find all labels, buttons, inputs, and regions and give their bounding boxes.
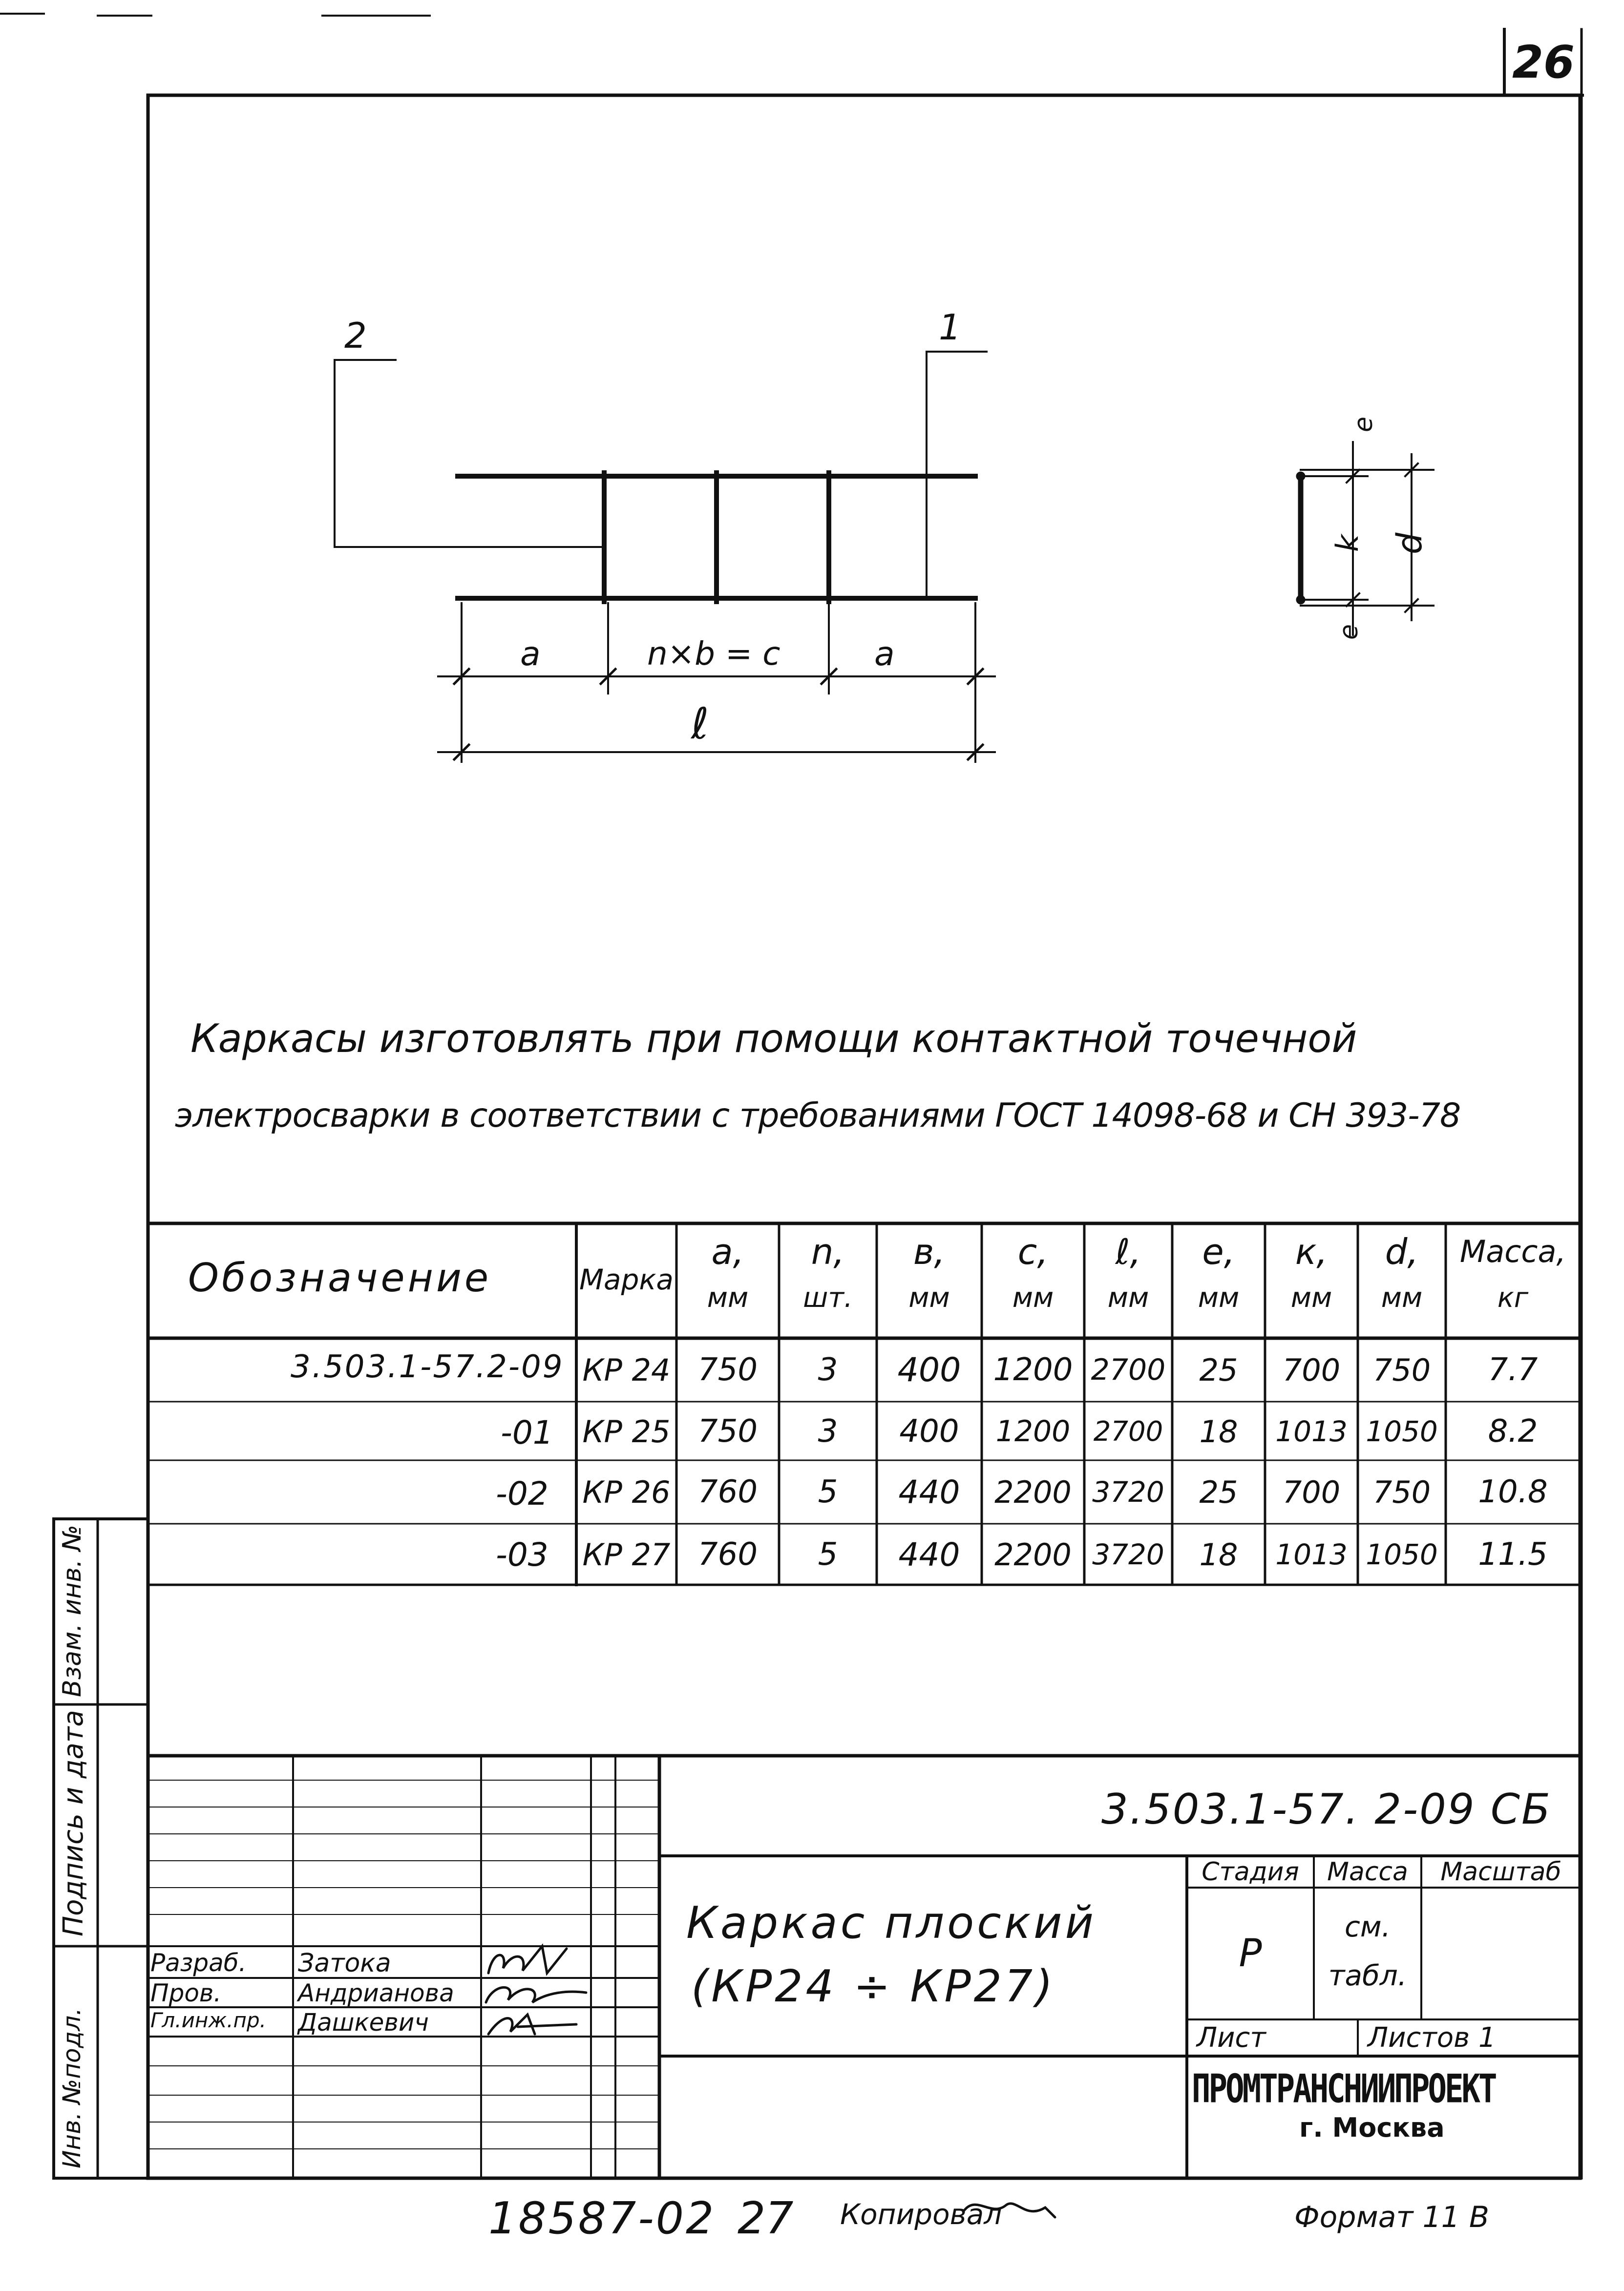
header-mass: Масса, xyxy=(1459,1234,1566,1269)
mass-value-line-1: см. xyxy=(1344,1910,1391,1943)
header-e-unit: мм xyxy=(1198,1282,1240,1314)
row-1-l: 2700 xyxy=(1093,1415,1163,1448)
row-0-l: 2700 xyxy=(1091,1353,1166,1387)
format-label: Формат 11 В xyxy=(1294,2200,1490,2234)
signature-mark-1 xyxy=(486,1987,586,2002)
row-1-designation: -01 xyxy=(501,1414,553,1451)
mass-value-line-2: табл. xyxy=(1328,1959,1407,1992)
signature-name-0: Затока xyxy=(298,1949,391,1978)
header-n-unit: шт. xyxy=(803,1282,853,1314)
signature-role-0: Разраб. xyxy=(150,1949,247,1977)
row-0-mark: КР 24 xyxy=(582,1352,671,1388)
stamp-podpis-data: Подпись и дата xyxy=(58,1710,89,1936)
row-3-mass: 11.5 xyxy=(1478,1536,1548,1573)
row-0-e: 25 xyxy=(1199,1352,1238,1388)
header-k-unit: мм xyxy=(1290,1282,1332,1314)
dimension-a-left: a xyxy=(520,635,541,673)
dimension-a-right: a xyxy=(874,635,895,673)
row-0-d: 750 xyxy=(1372,1352,1431,1388)
note-line-1: Каркасы изготовлять при помощи контактной точечной xyxy=(190,1016,1357,1061)
header-l: ℓ, xyxy=(1115,1231,1141,1272)
dimension-n-times-b: n×b = c xyxy=(647,635,780,673)
row-3-l: 3720 xyxy=(1092,1538,1164,1571)
row-2-n: 5 xyxy=(818,1474,838,1510)
row-2-mark: КР 26 xyxy=(582,1474,671,1510)
row-3-c: 2200 xyxy=(994,1536,1072,1573)
signature-mark-0 xyxy=(488,1946,567,1973)
mass-header: Масса xyxy=(1327,1857,1408,1887)
row-2-k: 700 xyxy=(1282,1474,1341,1510)
header-b-unit: мм xyxy=(908,1282,950,1314)
row-3-a: 760 xyxy=(697,1536,758,1573)
document-code: 3.503.1-57. 2-09 СБ xyxy=(1101,1785,1552,1834)
signature-name-1: Андрианова xyxy=(298,1979,454,2007)
row-1-d: 1050 xyxy=(1366,1415,1438,1448)
header-designation: Обозначение xyxy=(188,1255,492,1301)
row-1-e: 18 xyxy=(1199,1413,1238,1450)
header-b: в, xyxy=(913,1231,946,1272)
row-3-n: 5 xyxy=(818,1536,838,1573)
stamp-inv-podl: Инв. №подл. xyxy=(58,2007,86,2168)
row-3-b: 440 xyxy=(898,1535,960,1574)
stamp-vzam-inv: Взам. инв. № xyxy=(58,1524,87,1697)
sheet-number: 26 xyxy=(1512,36,1575,88)
row-2-a: 760 xyxy=(697,1474,758,1510)
section-k: k xyxy=(1329,534,1365,552)
header-k: к, xyxy=(1295,1231,1328,1272)
row-2-e: 25 xyxy=(1199,1474,1238,1510)
row-0-b: 400 xyxy=(897,1350,961,1389)
row-0-a: 750 xyxy=(697,1352,758,1388)
row-1-mass: 8.2 xyxy=(1488,1413,1538,1450)
section-e-bottom: e xyxy=(1334,624,1364,640)
header-a: a, xyxy=(711,1231,744,1272)
title-line-1: Каркас плоский xyxy=(686,1897,1097,1949)
signature-role-2: Гл.инж.пр. xyxy=(150,2008,267,2032)
title-line-2: (КР24 ÷ КР27) xyxy=(691,1961,1056,2012)
row-3-k: 1013 xyxy=(1275,1538,1348,1571)
order-number: 18587-02 xyxy=(488,2193,716,2244)
row-2-c: 2200 xyxy=(994,1474,1072,1510)
organization-city: г. Москва xyxy=(1299,2112,1445,2143)
header-a-unit: мм xyxy=(707,1282,749,1314)
row-1-a: 750 xyxy=(697,1413,758,1450)
header-mass-unit: кг xyxy=(1497,1282,1529,1314)
signature-name-2: Дашкевич xyxy=(298,2008,429,2037)
header-mark: Марка xyxy=(579,1263,674,1296)
row-3-d: 1050 xyxy=(1366,1538,1438,1571)
callout-2: 2 xyxy=(344,315,367,356)
sheet-label: Лист xyxy=(1197,2022,1266,2054)
section-d: d xyxy=(1390,532,1430,554)
section-e-top: e xyxy=(1349,417,1378,432)
header-d-unit: мм xyxy=(1381,1282,1423,1314)
sheets-count-label: Листов 1 xyxy=(1368,2022,1496,2054)
copied-by-label: Копировал xyxy=(840,2198,1002,2231)
row-3-designation: -03 xyxy=(496,1536,548,1574)
row-2-l: 3720 xyxy=(1092,1475,1164,1509)
row-1-k: 1013 xyxy=(1275,1415,1348,1448)
header-l-unit: мм xyxy=(1107,1282,1149,1314)
row-1-b: 400 xyxy=(899,1413,959,1450)
row-0-c: 1200 xyxy=(993,1352,1073,1388)
callout-1: 1 xyxy=(939,307,961,348)
row-1-n: 3 xyxy=(818,1413,838,1450)
footer-page-number: 27 xyxy=(738,2193,794,2244)
scale-header: Масштаб xyxy=(1440,1857,1561,1887)
header-c-unit: мм xyxy=(1012,1282,1054,1314)
dimension-total-length: ℓ xyxy=(691,698,709,749)
row-2-mass: 10.8 xyxy=(1478,1474,1548,1510)
row-2-d: 750 xyxy=(1372,1474,1431,1510)
note-line-2: электросварки в соответствии с требованиями ГОСТ 14098-68 и СН 393-78 xyxy=(175,1096,1461,1135)
row-1-mark: КР 25 xyxy=(582,1413,671,1450)
row-3-mark: КР 27 xyxy=(582,1536,671,1573)
stage-value: Р xyxy=(1239,1932,1262,1976)
signature-mark-2 xyxy=(488,2015,576,2034)
row-0-k: 700 xyxy=(1282,1352,1341,1388)
row-0-designation: 3.503.1-57.2-09 xyxy=(291,1349,564,1385)
row-1-c: 1200 xyxy=(995,1414,1071,1449)
header-c: c, xyxy=(1017,1231,1049,1272)
stage-header: Стадия xyxy=(1202,1857,1299,1887)
header-n: n, xyxy=(811,1231,845,1272)
organization-name: ПРОМТРАНСНИИПРОЕКТ xyxy=(1192,2067,1496,2112)
row-0-n: 3 xyxy=(818,1352,838,1388)
row-0-mass: 7.7 xyxy=(1488,1352,1538,1388)
row-2-b: 440 xyxy=(898,1473,960,1511)
row-2-designation: -02 xyxy=(496,1475,548,1513)
row-3-e: 18 xyxy=(1199,1536,1238,1573)
signature-role-1: Пров. xyxy=(150,1979,222,2007)
header-d: d, xyxy=(1385,1231,1419,1272)
header-e: e, xyxy=(1202,1231,1235,1272)
